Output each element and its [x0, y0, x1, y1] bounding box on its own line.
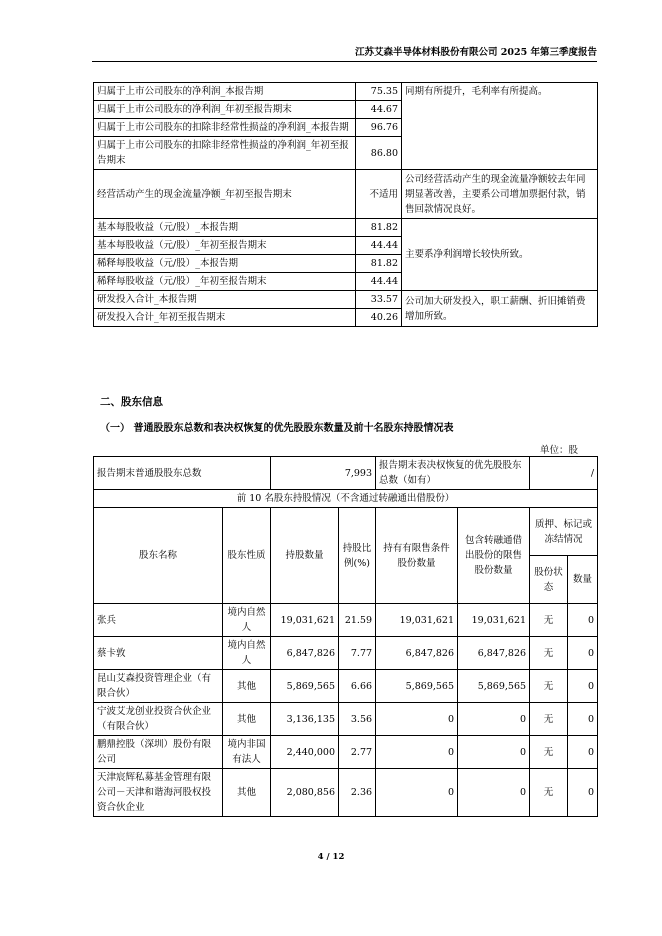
- holder-status: 无: [530, 736, 568, 769]
- table-row: [94, 291, 598, 309]
- row-value: 44.67: [356, 101, 402, 119]
- col-header-qty: 持股数量: [271, 508, 339, 604]
- table-row: [94, 736, 598, 769]
- holder-restricted: 6,847,826: [376, 637, 458, 670]
- row-value: 33.57: [356, 291, 402, 309]
- table-row: [94, 170, 598, 219]
- holder-qty: 19,031,621: [271, 604, 339, 637]
- holder-pledge-qty: 0: [568, 703, 598, 736]
- total-holders-value: 7,993: [271, 457, 376, 490]
- col-header-incl-lending: 包含转融通借出股份的限售股份数量: [458, 508, 530, 604]
- row-value: 96.76: [356, 119, 402, 137]
- row-value: 86.80: [356, 137, 402, 170]
- row-value: 81.82: [356, 219, 402, 237]
- holder-restricted: 19,031,621: [376, 604, 458, 637]
- holder-qty: 3,136,135: [271, 703, 339, 736]
- row-label: 归属于上市公司股东的净利润_年初至报告期末: [94, 101, 356, 119]
- holder-restricted: 0: [376, 736, 458, 769]
- row-label: 研发投入合计_年初至报告期末: [94, 309, 356, 327]
- holder-name: 天津宸辉私募基金管理有限公司－天津和谐海河股权投资合伙企业: [94, 769, 223, 817]
- change-reason: 同期有所提升，毛利率有所提高。: [402, 83, 598, 170]
- row-value: 40.26: [356, 309, 402, 327]
- row-value: 75.35: [356, 83, 402, 101]
- change-reason: 公司加大研发投入，职工薪酬、折旧摊销费增加所致。: [402, 291, 598, 327]
- holder-status: 无: [530, 637, 568, 670]
- page-number: 4 / 12: [317, 852, 345, 862]
- report-header: 江苏艾森半导体材料股份有限公司 2025 年第三季度报告: [354, 47, 597, 58]
- holder-pledge-qty: 0: [568, 670, 598, 703]
- holder-ratio: 7.77: [339, 637, 376, 670]
- holder-pledge-qty: 0: [568, 736, 598, 769]
- holder-qty: 2,080,856: [271, 769, 339, 817]
- table-row: [94, 670, 598, 703]
- col-header-nature: 股东性质: [223, 508, 271, 604]
- holder-ratio: 3.56: [339, 703, 376, 736]
- header-divider: [92, 61, 597, 62]
- holder-qty: 2,440,000: [271, 736, 339, 769]
- holder-name: 昆山艾森投资管理企业（有限合伙）: [94, 670, 223, 703]
- table-row: [94, 604, 598, 637]
- section-title: 二、股东信息: [100, 396, 163, 408]
- holder-nature: 其他: [223, 703, 271, 736]
- pref-holders-label: 报告期末表决权恢复的优先股股东总数（如有）: [376, 457, 530, 490]
- row-value: 81.82: [356, 255, 402, 273]
- col-header-restricted: 持有有限售条件股份数量: [376, 508, 458, 604]
- section-subtitle: （一） 普通股股东总数和表决权恢复的优先股股东数量及前十名股东持股情况表: [100, 423, 454, 434]
- table-row: [94, 637, 598, 670]
- change-reason: 主要系净利润增长较快所致。: [402, 219, 598, 291]
- holder-nature: 境内自然人: [223, 637, 271, 670]
- holder-ratio: 2.36: [339, 769, 376, 817]
- row-label: 经营活动产生的现金流量净额_年初至报告期末: [94, 170, 356, 219]
- shareholder-table: [93, 456, 598, 817]
- holder-name: 张兵: [94, 604, 223, 637]
- holder-ratio: 21.59: [339, 604, 376, 637]
- holder-restricted: 0: [376, 703, 458, 736]
- row-label: 研发投入合计_本报告期: [94, 291, 356, 309]
- holder-qty: 5,869,565: [271, 670, 339, 703]
- holder-nature: 其他: [223, 670, 271, 703]
- row-label: 稀释每股收益（元/股）_年初至报告期末: [94, 273, 356, 291]
- holder-pledge-qty: 0: [568, 604, 598, 637]
- holder-status: 无: [530, 703, 568, 736]
- row-label: 归属于上市公司股东的净利润_本报告期: [94, 83, 356, 101]
- row-label: 稀释每股收益（元/股）_本报告期: [94, 255, 356, 273]
- table-row: [94, 83, 598, 101]
- holder-nature: 境内非国有法人: [223, 736, 271, 769]
- col-header-pledge-qty: 数量: [568, 556, 598, 604]
- row-label: 归属于上市公司股东的扣除非经常性损益的净利润_本报告期: [94, 119, 356, 137]
- top10-title: 前 10 名股东持股情况（不含通过转融通出借股份）: [94, 490, 598, 508]
- holder-nature: 境内自然人: [223, 604, 271, 637]
- col-header-pledge-status: 股份状态: [530, 556, 568, 604]
- holder-incl: 0: [458, 703, 530, 736]
- holder-qty: 6,847,826: [271, 637, 339, 670]
- header-row: [94, 508, 598, 556]
- holder-nature: 其他: [223, 769, 271, 817]
- holder-ratio: 6.66: [339, 670, 376, 703]
- holder-restricted: 0: [376, 769, 458, 817]
- table-row: [94, 703, 598, 736]
- holder-status: 无: [530, 604, 568, 637]
- holder-status: 无: [530, 670, 568, 703]
- row-value: 44.44: [356, 237, 402, 255]
- col-header-pledge: 质押、标记或冻结情况: [530, 508, 598, 556]
- table-row: [94, 769, 598, 817]
- row-label: 基本每股收益（元/股）_年初至报告期末: [94, 237, 356, 255]
- holder-name: 蔡卡敦: [94, 637, 223, 670]
- holder-incl: 19,031,621: [458, 604, 530, 637]
- holder-incl: 0: [458, 769, 530, 817]
- table-row: [94, 490, 598, 508]
- holder-restricted: 5,869,565: [376, 670, 458, 703]
- row-label: 归属于上市公司股东的扣除非经常性损益的净利润_年初至报告期末: [94, 137, 356, 170]
- row-label: 基本每股收益（元/股）_本报告期: [94, 219, 356, 237]
- total-holders-label: 报告期末普通股股东总数: [94, 457, 271, 490]
- table-row: [94, 219, 598, 237]
- holder-incl: 0: [458, 736, 530, 769]
- change-reason: 公司经营活动产生的现金流量净额较去年同期显著改善，主要系公司增加票据付款，销售回款情况良好。: [402, 170, 598, 219]
- row-value: 44.44: [356, 273, 402, 291]
- holder-ratio: 2.77: [339, 736, 376, 769]
- pref-holders-value: /: [530, 457, 598, 490]
- holder-incl: 5,869,565: [458, 670, 530, 703]
- holder-incl: 6,847,826: [458, 637, 530, 670]
- holder-name: 宁波艾龙创业投资合伙企业（有限合伙）: [94, 703, 223, 736]
- holder-pledge-qty: 0: [568, 637, 598, 670]
- holder-status: 无: [530, 769, 568, 817]
- holder-name: 鹏鼎控股（深圳）股份有限公司: [94, 736, 223, 769]
- unit-label: 单位：股: [540, 445, 579, 456]
- row-value: 不适用: [356, 170, 402, 219]
- col-header-ratio: 持股比例(%): [339, 508, 376, 604]
- holder-pledge-qty: 0: [568, 769, 598, 817]
- financial-change-table: [93, 82, 598, 327]
- table-row: [94, 457, 598, 490]
- col-header-name: 股东名称: [94, 508, 223, 604]
